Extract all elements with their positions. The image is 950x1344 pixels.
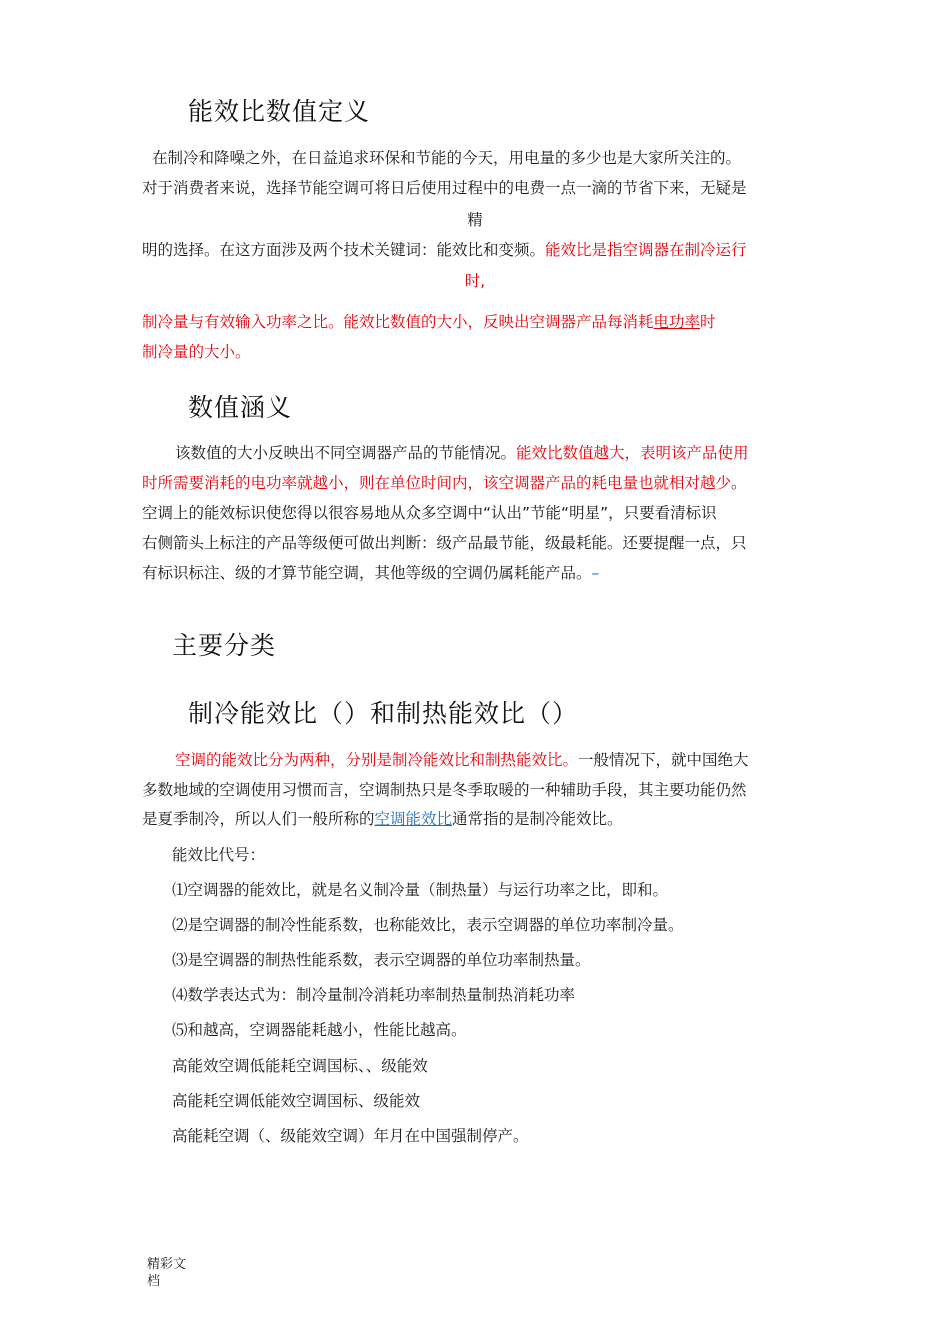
meaning-line-2: [142, 473, 747, 493]
footer-line-1: 精彩文: [147, 1257, 187, 1272]
section-title-definition: 能效比数值定义: [188, 97, 371, 126]
definition-line-3-wrap: 时,: [464, 272, 486, 290]
definition-line-4: [142, 312, 716, 332]
note-line-3: 高能耗空调（、级能效空调）年月在中国强制停产。: [172, 1127, 529, 1145]
code-label: 能效比代号：: [172, 846, 266, 864]
definition-line-4-underlined: 电功率: [653, 313, 701, 331]
code-item-5: ⑸和越高，空调器能耗越小，性能比越高。: [172, 1021, 467, 1039]
footer-line-2: 档: [147, 1274, 161, 1289]
definition-line-3-normal: 明的选择。在这方面涉及两个技术关键词：能效比和变频。: [142, 241, 546, 259]
section-title-eer-cop: 制冷能效比（）和制热能效比（）: [188, 699, 579, 728]
definition-line-2: 对于消费者来说，选择节能空调可将日后使用过程中的电费一点一滴的节省下来，无疑是: [142, 179, 747, 197]
meaning-line-4: 右侧箭头上标注的产品等级便可做出判断：级产品最节能，级最耗能。还要提醒一点，只: [142, 534, 747, 552]
section-title-categories: 主要分类: [172, 631, 277, 660]
note-line-2: 高能耗空调低能效空调国标、级能效: [172, 1092, 421, 1110]
meaning-line-2-end: 。: [731, 474, 747, 492]
meaning-line-5-dash: –: [591, 564, 600, 582]
eer-line-3-start: 是夏季制冷，所以人们一般所称的: [142, 810, 375, 828]
section-title-meaning: 数值涵义: [188, 393, 293, 422]
code-item-2: ⑵是空调器的制冷性能系数，也称能效比，表示空调器的单位功率制冷量。: [172, 916, 684, 934]
definition-line-4-text: 制冷量与有效输入功率之比。能效比数值的大小，反映出空调器产品每消耗: [142, 313, 654, 331]
eer-line-3: [142, 809, 623, 829]
definition-line-3: [142, 240, 747, 260]
code-item-3: ⑶是空调器的制热性能系数，表示空调器的单位功率制热量。: [172, 951, 591, 969]
meaning-line-1-normal: 该数值的大小反映出不同空调器产品的节能情况。: [175, 444, 517, 462]
definition-line-5: 制冷量的大小。: [142, 343, 251, 361]
meaning-line-5-text: 有标识标注、级的才算节能空调，其他等级的空调仍属耗能产品。: [142, 564, 592, 582]
note-line-1: 高能效空调低能耗空调国标、、级能效: [172, 1057, 428, 1075]
eer-line-1-normal: 一般情况下，就中国绝大: [578, 751, 749, 769]
code-item-1: ⑴空调器的能效比，就是名义制冷量（制热量）与运行功率之比，即和。: [172, 881, 669, 899]
footer-label: [147, 1256, 186, 1290]
eer-line-3-end: 通常指的是制冷能效比。: [452, 810, 623, 828]
eer-line-2: 多数地域的空调使用习惯而言，空调制热只是冬季取暖的一种辅助手段，其主要功能仍然: [142, 781, 747, 799]
definition-line-2-wrap: 精: [467, 211, 483, 229]
definition-line-3-highlight: 能效比是指空调器在制冷运行: [545, 241, 747, 259]
meaning-line-5: [142, 563, 599, 583]
eer-line-1-highlight: 空调的能效比分为两种，分别是制冷能效比和制热能效比。: [175, 751, 579, 769]
code-item-4: ⑷数学表达式为：制冷量制冷消耗功率制热量制热消耗功率: [172, 986, 576, 1004]
definition-line-1: 在制冷和降噪之外，在日益追求环保和节能的今天，用电量的多少也是大家所关注的。: [152, 149, 742, 167]
eer-link[interactable]: 空调能效比: [374, 810, 453, 828]
meaning-line-3: 空调上的能效标识使您得以很容易地从众多空调中“认出”节能“明星”，只要看清标识: [142, 504, 717, 522]
meaning-line-2-highlight: 时所需要消耗的电功率就越小，则在单位时间内，该空调器产品的耗电量也就相对越少: [142, 474, 732, 492]
meaning-line-1: [175, 443, 749, 463]
definition-line-4-end: 时: [700, 313, 716, 331]
eer-line-1: [175, 750, 749, 770]
meaning-line-1-highlight: 能效比数值越大，表明该产品使用: [516, 444, 749, 462]
